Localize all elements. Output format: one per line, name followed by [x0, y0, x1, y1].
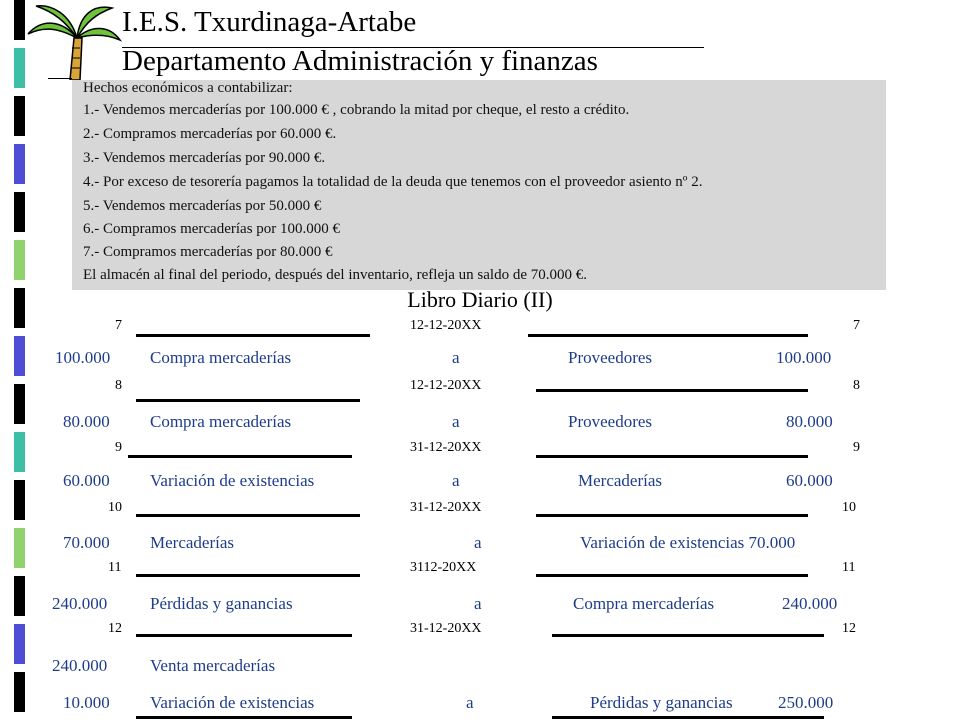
department-title: Departamento Administración y finanzas — [122, 45, 598, 77]
credit-account: Mercaderías — [578, 471, 663, 490]
debit-amount: 100.000 — [55, 348, 111, 367]
debit-amount: 240.000 — [52, 594, 108, 613]
credit-amount: 60.000 — [786, 471, 833, 490]
entry-rule — [136, 514, 360, 517]
entry-date: 12-12-20XX — [410, 318, 482, 333]
debit-account: Compra mercaderías — [150, 412, 292, 431]
entry-rule — [136, 634, 352, 637]
entry-number-right: 11 — [842, 560, 856, 575]
ledger-title: Libro Diario (II) — [407, 287, 553, 312]
entry-rule — [536, 455, 808, 458]
fact-item: 7.- Compramos mercaderías por 80.000 € — [83, 244, 333, 260]
entry-rule — [552, 716, 824, 719]
debit-amount: 240.000 — [52, 656, 108, 675]
fact-item: 3.- Vendemos mercaderías por 90.000 €. — [83, 150, 326, 166]
credit-account: Pérdidas y ganancias — [590, 693, 733, 712]
entry-connector: a — [474, 533, 482, 552]
entry-number-right: 10 — [842, 500, 856, 515]
debit-amount: 80.000 — [63, 412, 110, 431]
debit-account: Venta mercaderías — [150, 656, 276, 675]
entry-number-right: 9 — [853, 440, 860, 455]
entry-connector: a — [452, 412, 460, 431]
entry-connector: a — [474, 594, 482, 613]
debit-amount: 10.000 — [63, 693, 110, 712]
credit-account: Proveedores — [568, 348, 653, 367]
entry-rule — [136, 716, 352, 719]
entry-date: 12-12-20XX — [410, 378, 482, 393]
entry-connector: a — [452, 348, 460, 367]
credit-amount: 250.000 — [778, 693, 834, 712]
entry-connector: a — [466, 693, 474, 712]
decorative-square-strip — [0, 0, 40, 720]
school-title: I.E.S. Txurdinaga-Artabe — [122, 6, 417, 38]
credit-amount: 240.000 — [782, 594, 838, 613]
entry-rule — [536, 389, 808, 392]
fact-item: 6.- Compramos mercaderías por 100.000 € — [83, 221, 341, 237]
fact-item: 5.- Vendemos mercaderías por 50.000 € — [83, 198, 322, 214]
entry-date: 31-12-20XX — [410, 500, 482, 515]
credit-account: Proveedores — [568, 412, 653, 431]
entry-number-right: 7 — [853, 318, 860, 333]
entry-number-right: 12 — [842, 621, 856, 636]
entry-number-left: 8 — [115, 378, 122, 393]
entry-date: 3112-20XX — [410, 560, 477, 575]
debit-account: Variación de existencias — [150, 693, 315, 712]
entry-number-left: 12 — [108, 621, 122, 636]
credit-account: Variación de existencias 70.000 — [580, 533, 796, 552]
palm-tree-icon — [22, 0, 122, 80]
entry-date: 31-12-20XX — [410, 621, 482, 636]
entry-rule — [136, 334, 370, 337]
entry-rule — [136, 399, 360, 402]
fact-item: 1.- Vendemos mercaderías por 100.000 € , cobrando la mitad por cheque, el resto a crédito. — [83, 102, 630, 118]
facts-title: Hechos económicos a contabilizar: — [83, 80, 293, 96]
debit-account: Mercaderías — [150, 533, 235, 552]
credit-amount: 80.000 — [786, 412, 833, 431]
entry-rule — [528, 334, 808, 337]
entry-number-left: 11 — [108, 560, 122, 575]
entry-number-left: 7 — [115, 318, 122, 333]
economic-facts-box — [72, 80, 886, 290]
entry-rule — [552, 634, 824, 637]
entry-rule — [128, 455, 352, 458]
fact-item: 4.- Por exceso de tesorería pagamos la totalidad de la deuda que tenemos con el proveedor asiento nº 2. — [83, 174, 703, 190]
debit-amount: 60.000 — [63, 471, 110, 490]
debit-amount: 70.000 — [63, 533, 110, 552]
debit-account: Compra mercaderías — [150, 348, 292, 367]
fact-item: El almacén al final del periodo, después del inventario, refleja un saldo de 70.000 €. — [83, 267, 588, 283]
entry-number-right: 8 — [853, 378, 860, 393]
credit-account: Compra mercaderías — [573, 594, 715, 613]
fact-item: 2.- Compramos mercaderías por 60.000 €. — [83, 126, 337, 142]
credit-amount: 100.000 — [776, 348, 832, 367]
header-rule-short — [48, 78, 72, 79]
entry-rule — [136, 574, 360, 577]
entry-number-left: 10 — [108, 500, 122, 515]
entry-rule — [536, 514, 808, 517]
entry-date: 31-12-20XX — [410, 440, 482, 455]
entry-rule — [536, 574, 808, 577]
debit-account: Variación de existencias — [150, 471, 315, 490]
entry-number-left: 9 — [115, 440, 122, 455]
debit-account: Pérdidas y ganancias — [150, 594, 293, 613]
entry-connector: a — [452, 471, 460, 490]
